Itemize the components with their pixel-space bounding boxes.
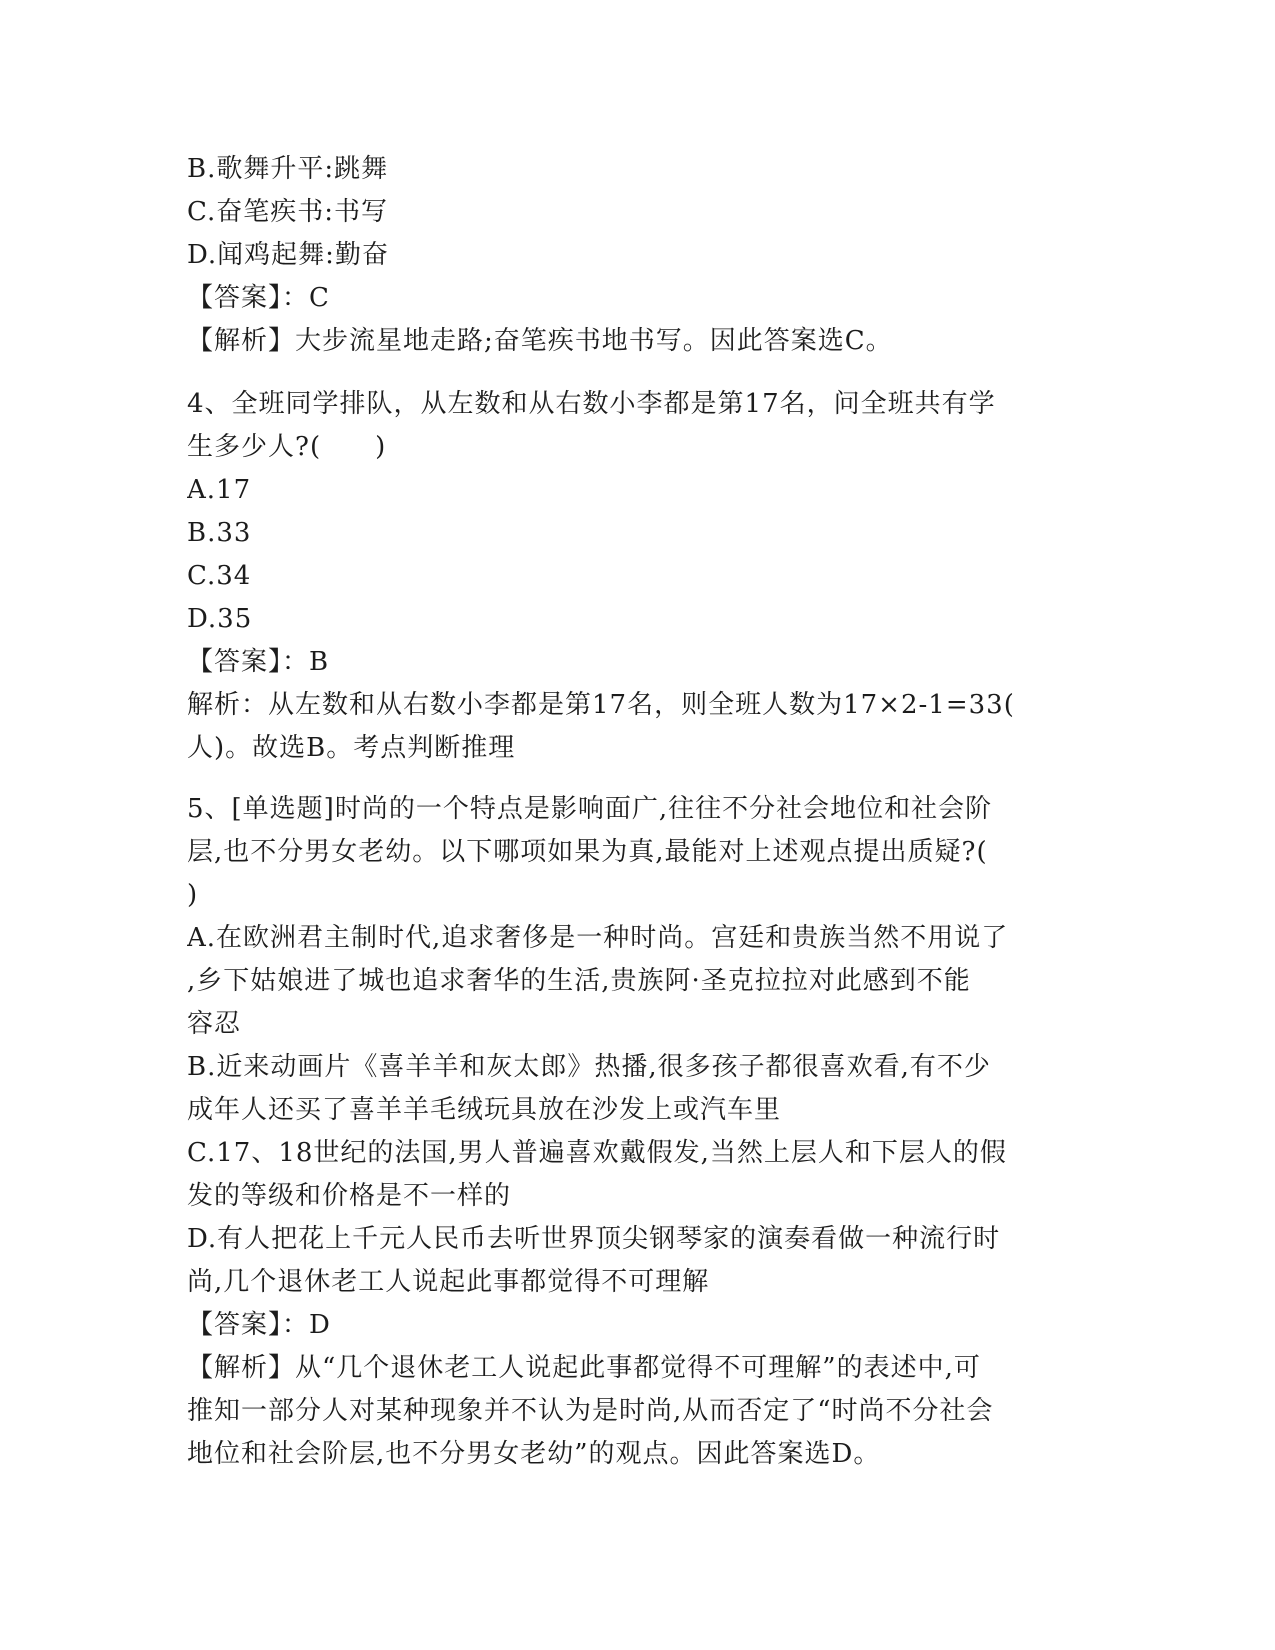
question-stem: 层,也不分男女老幼。以下哪项如果为真,最能对上述观点提出质疑?( — [187, 837, 988, 867]
option-c: C.17、18世纪的法国,男人普遍喜欢戴假发,当然上层人和下层人的假 — [187, 1138, 1007, 1168]
question-stem: 4、全班同学排队，从左数和从右数小李都是第17名，问全班共有学 — [187, 389, 996, 419]
document-body — [187, 148, 1077, 1476]
option-c: C.奋笔疾书:书写 — [187, 197, 388, 227]
option-a: ,乡下姑娘进了城也追求奢华的生活,贵族阿·圣克拉拉对此感到不能 — [187, 966, 971, 996]
analysis: 【解析】从“几个退休老工人说起此事都觉得不可理解”的表述中,可 — [187, 1353, 981, 1383]
option-d: D.闻鸡起舞:勤奋 — [187, 240, 389, 270]
option-b: B.33 — [187, 518, 252, 548]
spacer — [187, 363, 1077, 383]
option-c: 发的等级和价格是不一样的 — [187, 1181, 512, 1211]
analysis: 人)。故选B。考点判断推理 — [187, 733, 516, 763]
answer: 【答案】：D — [187, 1310, 331, 1340]
analysis: 推知一部分人对某种现象并不认为是时尚,从而否定了“时尚不分社会 — [187, 1396, 994, 1426]
question-3-tail — [187, 148, 1077, 363]
option-a: A.17 — [187, 475, 252, 505]
option-d: 尚,几个退休老工人说起此事都觉得不可理解 — [187, 1267, 710, 1297]
question-4 — [187, 383, 1077, 770]
answer: 【答案】：C — [187, 283, 330, 313]
question-5 — [187, 788, 1077, 1476]
option-d: D.有人把花上千元人民币去听世界顶尖钢琴家的演奏看做一种流行时 — [187, 1224, 1001, 1254]
analysis: 地位和社会阶层,也不分男女老幼”的观点。因此答案选D。 — [187, 1439, 881, 1469]
option-b: 成年人还买了喜羊羊毛绒玩具放在沙发上或汽车里 — [187, 1095, 782, 1125]
option-d: D.35 — [187, 604, 253, 634]
answer: 【答案】：B — [187, 647, 330, 677]
option-c: C.34 — [187, 561, 252, 591]
question-stem: 生多少人?( ) — [187, 432, 387, 462]
option-a: A.在欧洲君主制时代,追求奢侈是一种时尚。宫廷和贵族当然不用说了 — [187, 923, 1009, 953]
option-a: 容忍 — [187, 1009, 242, 1039]
option-b: B.近来动画片《喜羊羊和灰太郎》热播,很多孩子都很喜欢看,有不少 — [187, 1052, 991, 1082]
spacer — [187, 770, 1077, 788]
analysis: 解析：从左数和从右数小李都是第17名，则全班人数为17×2-1=33( — [187, 690, 1015, 720]
question-stem: ) — [187, 880, 199, 910]
analysis: 【解析】大步流星地走路;奋笔疾书地书写。因此答案选C。 — [187, 326, 893, 356]
question-stem: 5、[单选题]时尚的一个特点是影响面广,往往不分社会地位和社会阶 — [187, 794, 993, 824]
option-b: B.歌舞升平:跳舞 — [187, 154, 389, 184]
